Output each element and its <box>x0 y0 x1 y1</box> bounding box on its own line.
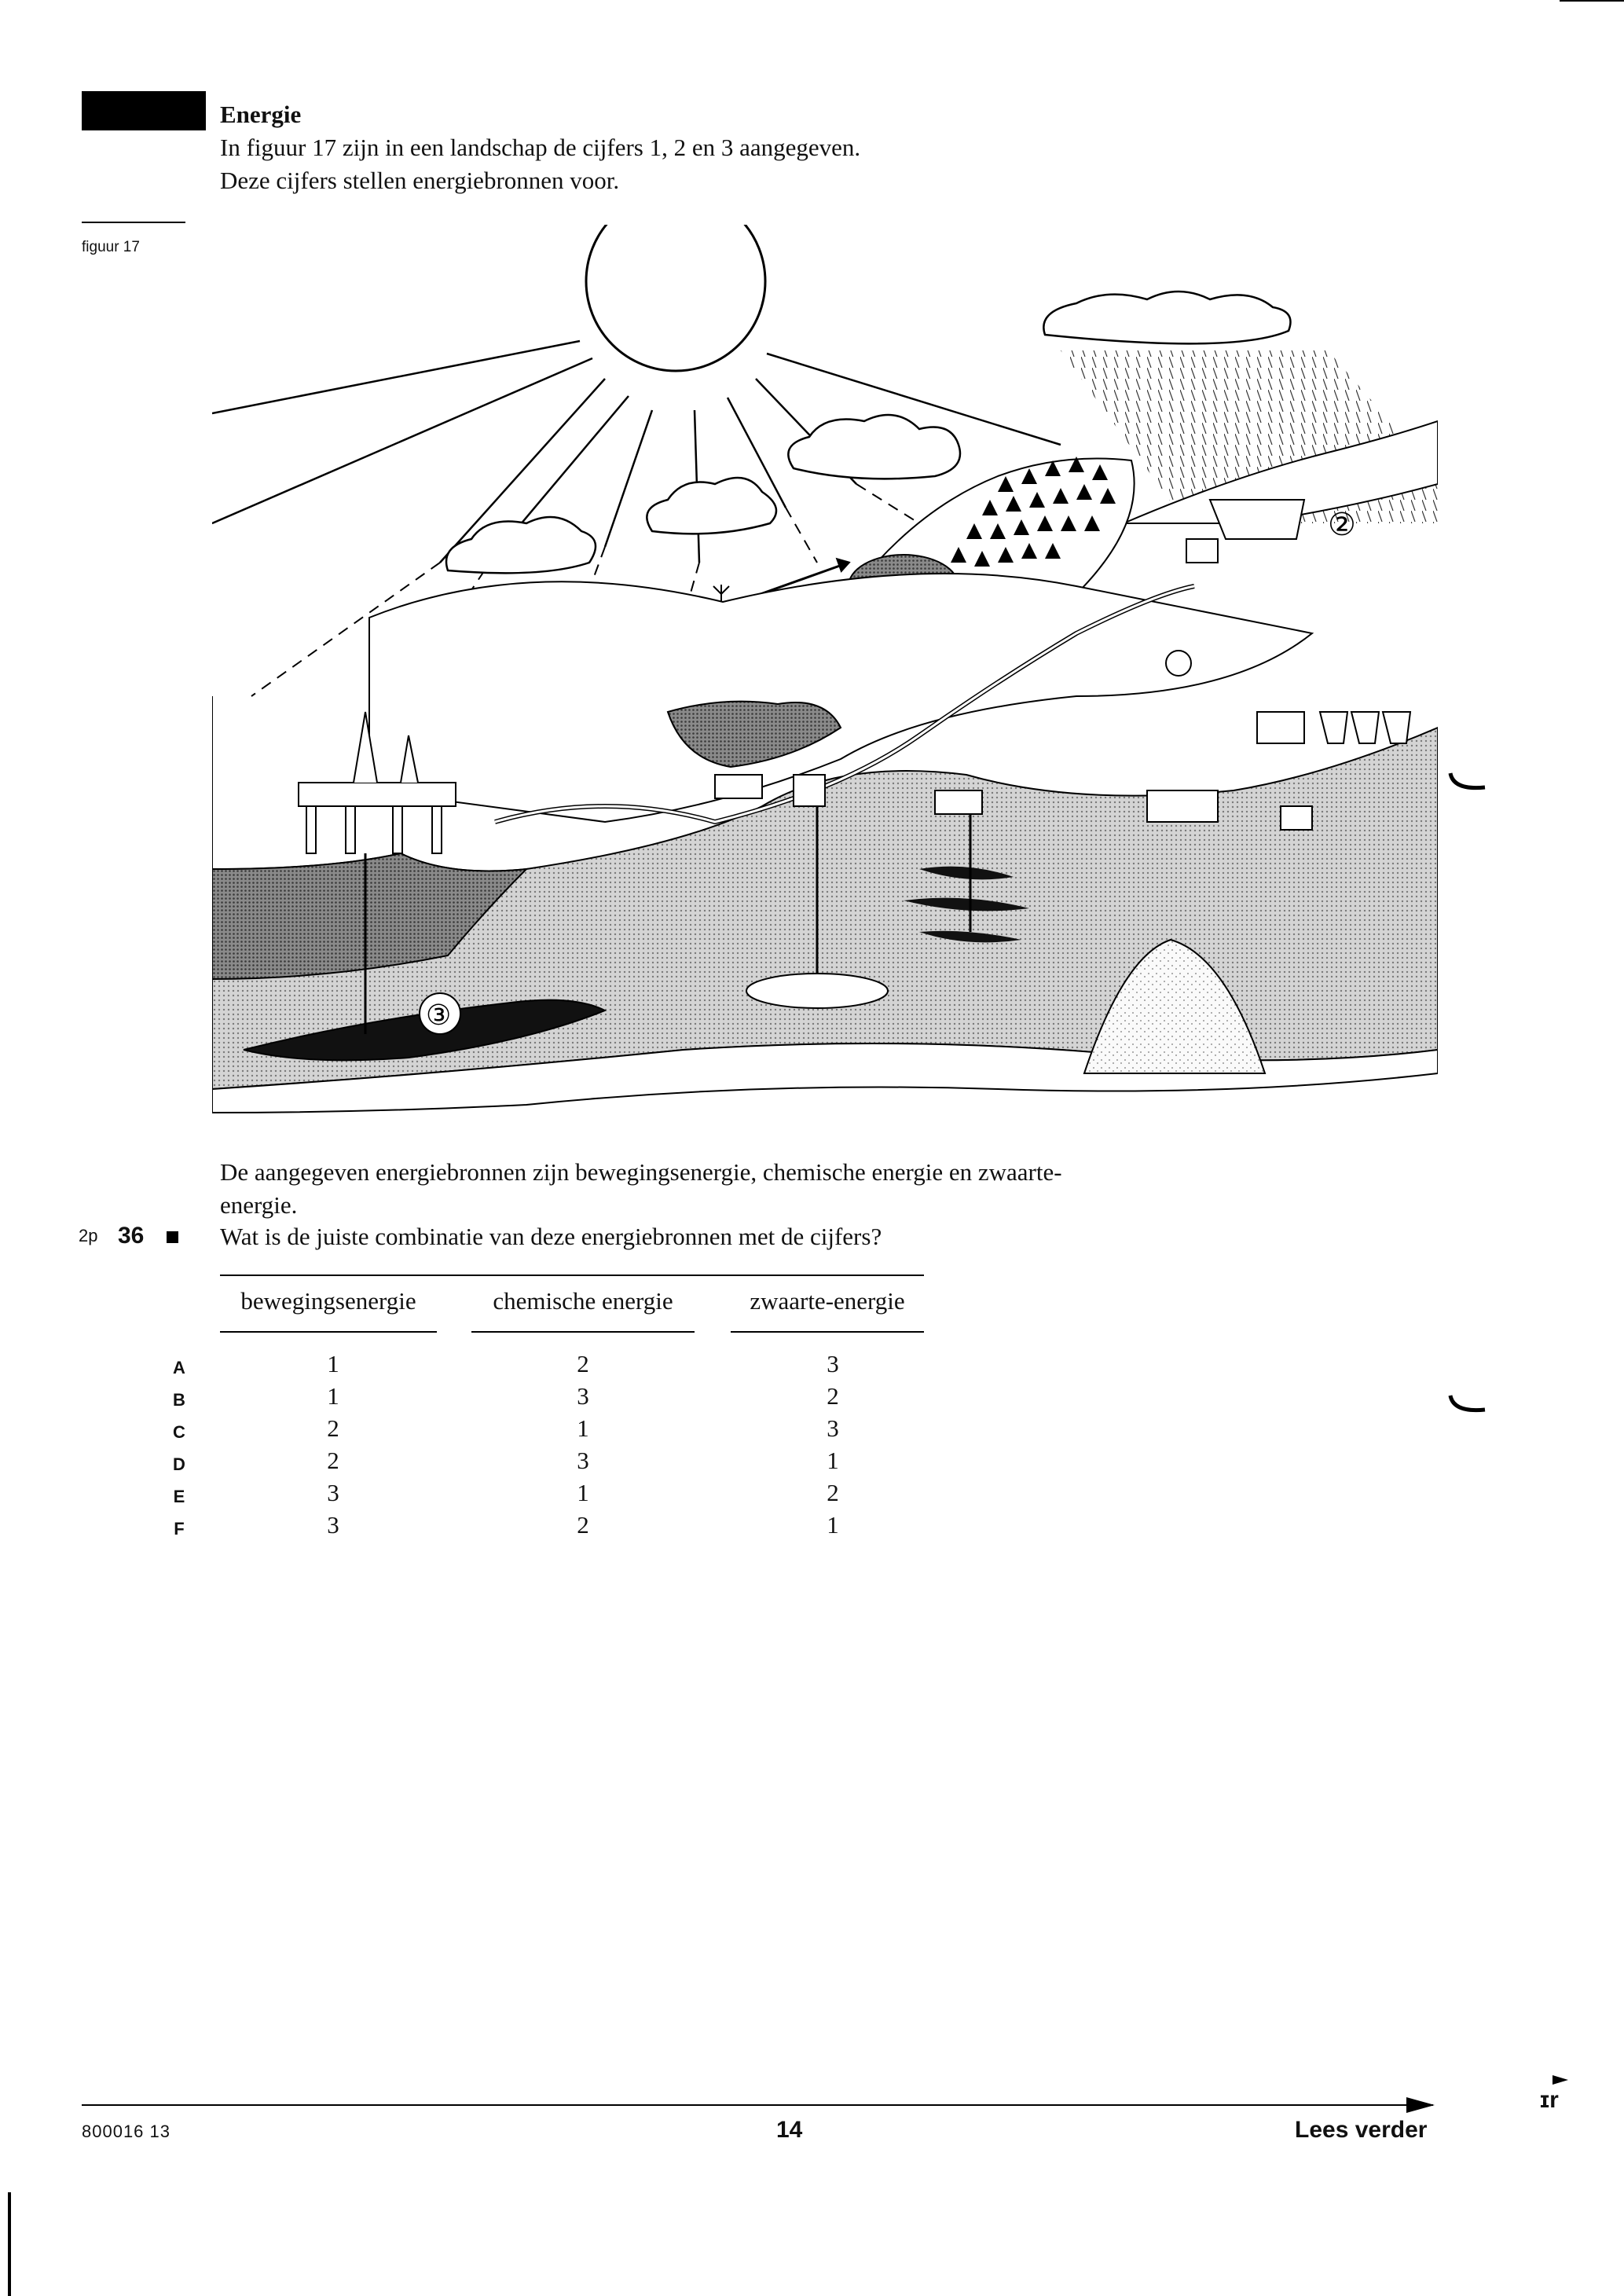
question-number: 36 <box>118 1223 145 1249</box>
table-cell: 1 <box>327 1350 339 1377</box>
table-cell: 3 <box>327 1511 339 1539</box>
page-number: 14 <box>776 2117 803 2143</box>
option-letter-b[interactable]: B <box>173 1390 185 1410</box>
option-letter-e[interactable]: E <box>173 1487 185 1506</box>
option-letter-f[interactable]: F <box>174 1519 185 1539</box>
table-cell: 3 <box>327 1479 339 1506</box>
margin-arrow-head <box>1553 2075 1568 2085</box>
figure-label-rule <box>82 222 185 223</box>
table-cell: 1 <box>327 1382 339 1410</box>
table-cell: 3 <box>827 1350 839 1377</box>
marker-2: ② <box>1328 508 1356 542</box>
energy-landscape-figure <box>212 225 1438 1120</box>
figure-label: figuur 17 <box>82 239 140 255</box>
table-cell: 2 <box>577 1511 589 1539</box>
margin-text-fragment: ɪr <box>1540 2087 1559 2113</box>
marker-3: ③ <box>426 999 452 1031</box>
table-cell: 2 <box>827 1382 839 1410</box>
margin-tick-mark <box>1446 770 1493 809</box>
footer-rule <box>82 2104 1433 2106</box>
question-points: 2p <box>79 1226 98 1245</box>
footer-arrow-icon <box>1406 2097 1435 2113</box>
intro-line-2: Deze cijfers stellen energiebronnen voor. <box>220 167 620 194</box>
table-cell: 2 <box>577 1350 589 1377</box>
table-top-rule <box>220 1275 924 1276</box>
table-cell: 1 <box>577 1479 589 1506</box>
question-description-line-1: De aangegeven energiebronnen zijn bewegingsenergie, chemische energie en zwaarte- <box>220 1158 1062 1186</box>
column-rule <box>220 1331 437 1333</box>
exam-code: 800016 13 <box>82 2122 170 2141</box>
table-cell: 2 <box>827 1479 839 1506</box>
column-header-zwaarte-energie: zwaarte-energie <box>750 1287 905 1315</box>
question-bullet-square <box>167 1231 178 1243</box>
option-letter-c[interactable]: C <box>173 1422 185 1442</box>
table-cell: 1 <box>577 1414 589 1442</box>
table-cell: 3 <box>827 1414 839 1442</box>
scan-edge-line <box>1560 0 1624 2</box>
section-title: Energie <box>220 101 302 128</box>
column-rule <box>471 1331 695 1333</box>
table-cell: 1 <box>827 1511 839 1539</box>
sun <box>586 225 765 371</box>
question-text: Wat is de juiste combinatie van deze energiebronnen met de cijfers? <box>220 1223 882 1250</box>
option-letter-d[interactable]: D <box>173 1454 185 1474</box>
column-rule <box>731 1331 924 1333</box>
table-cell: 3 <box>577 1382 589 1410</box>
option-letter-a[interactable]: A <box>173 1358 185 1377</box>
scan-edge-line <box>8 2192 11 2296</box>
column-header-bewegingsenergie: bewegingsenergie <box>240 1287 416 1315</box>
table-cell: 1 <box>827 1447 839 1474</box>
table-cell: 2 <box>327 1447 339 1474</box>
question-description-line-2: energie. <box>220 1191 298 1219</box>
table-cell: 2 <box>327 1414 339 1442</box>
continue-label[interactable]: Lees verder <box>1295 2117 1428 2143</box>
margin-tick-mark <box>1446 1392 1493 1432</box>
column-header-chemische-energie: chemische energie <box>493 1287 673 1315</box>
intro-line-1: In figuur 17 zijn in een landschap de cijfers 1, 2 en 3 aangegeven. <box>220 134 861 161</box>
table-cell: 3 <box>577 1447 589 1474</box>
section-marker <box>82 91 206 130</box>
